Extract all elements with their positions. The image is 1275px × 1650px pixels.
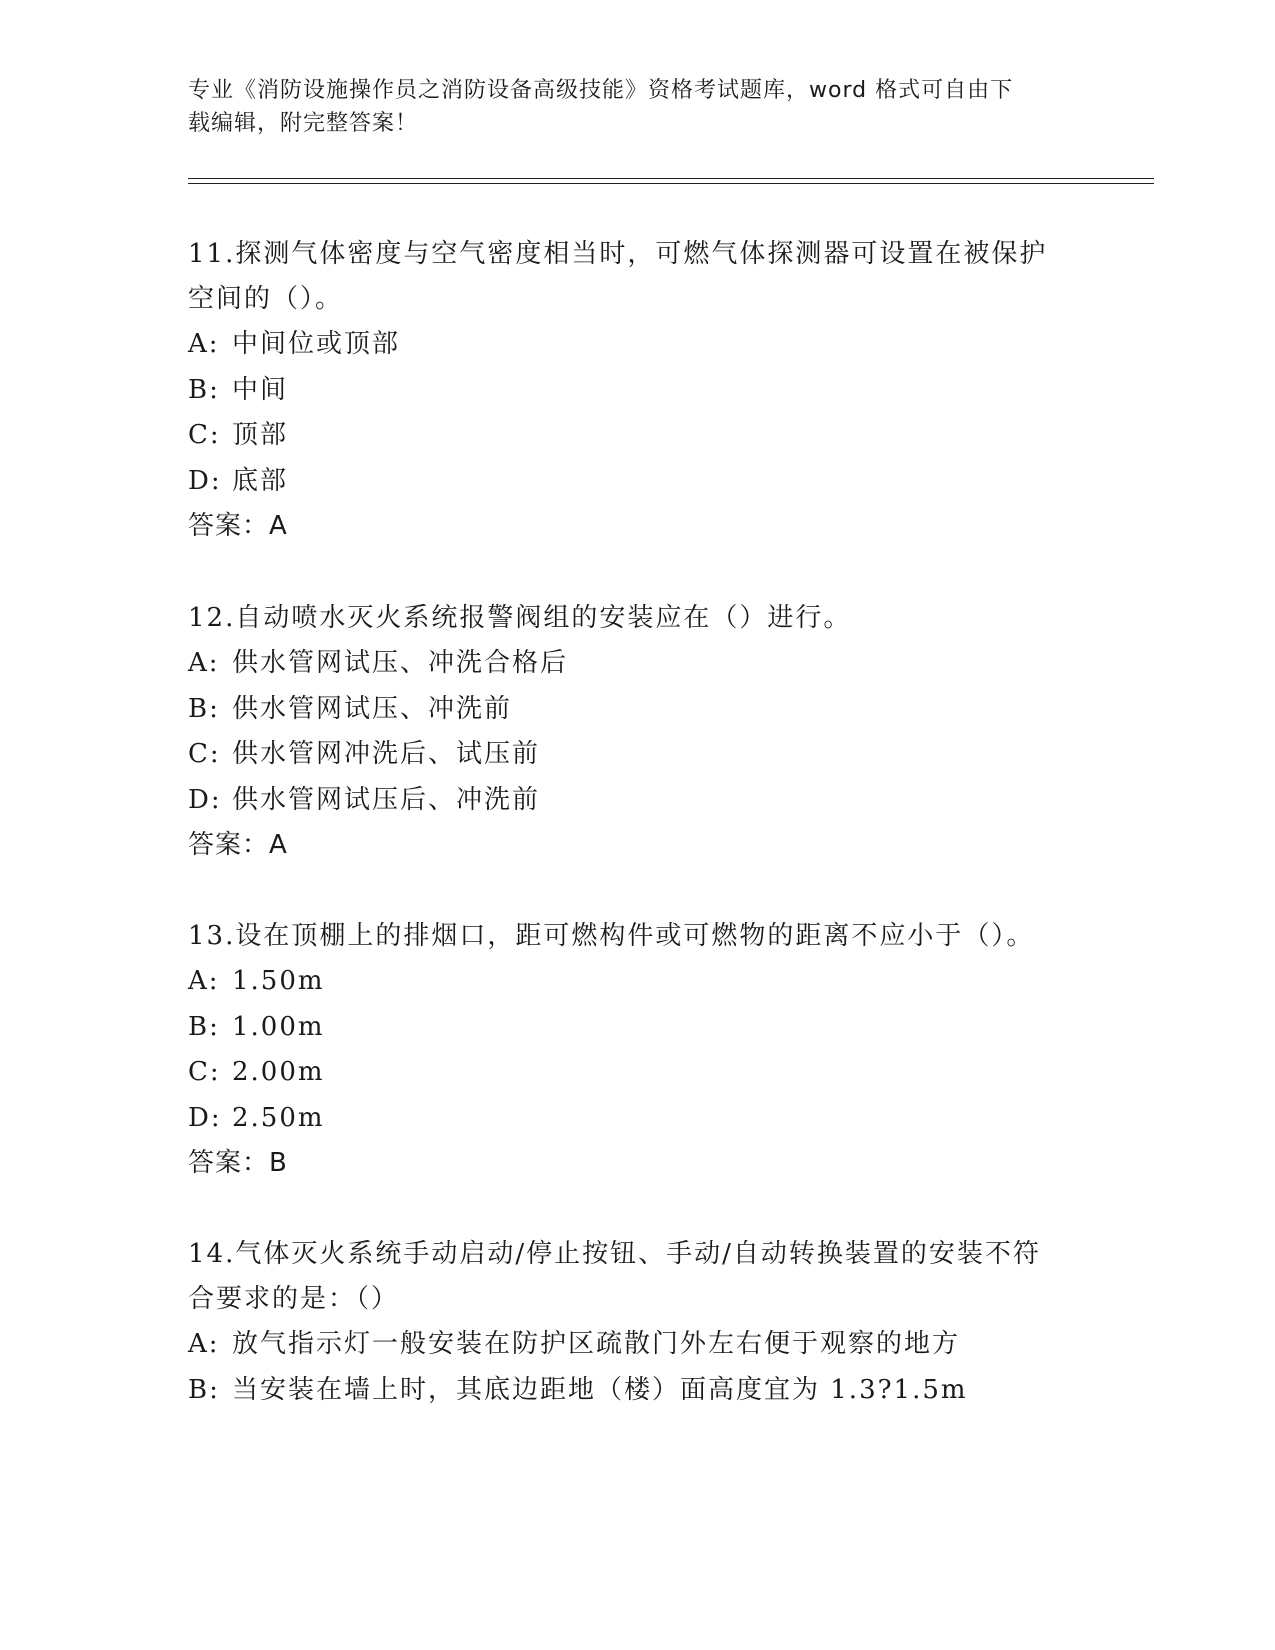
option-key: C: bbox=[188, 420, 221, 450]
question-stem-continued: 空间的（）。 bbox=[188, 284, 344, 314]
option-c bbox=[188, 1050, 1088, 1096]
option-text: 中间 bbox=[232, 374, 289, 405]
option-a bbox=[188, 322, 1088, 368]
question-stem: 14.气体灭火系统手动启动/停止按钮、手动/自动转换装置的安装不符 bbox=[188, 1239, 1041, 1269]
question-stem: 13.设在顶棚上的排烟口，距可燃构件或可燃物的距离不应小于（）。 bbox=[188, 921, 1035, 951]
option-text: 1.50m bbox=[232, 966, 325, 996]
header-intro-line-1: 专业《消防设施操作员之消防设备高级技能》资格考试题库，word 格式可自由下 bbox=[188, 78, 1014, 103]
option-key: A: bbox=[188, 1329, 220, 1359]
option-key: A: bbox=[188, 966, 220, 996]
option-key: D: bbox=[188, 465, 222, 496]
question-stem-continued: 合要求的是：（） bbox=[188, 1284, 400, 1314]
option-text: 放气指示灯一般安装在防护区疏散门外左右便于观察的地方 bbox=[232, 1329, 961, 1359]
question-14 bbox=[188, 1232, 1088, 1413]
option-key: B: bbox=[188, 374, 220, 405]
option-text: 1.00m bbox=[232, 1011, 325, 1042]
option-key: D: bbox=[188, 1102, 222, 1133]
question-11 bbox=[188, 232, 1088, 549]
option-b bbox=[188, 687, 1088, 733]
option-c bbox=[188, 732, 1088, 778]
option-b bbox=[188, 368, 1088, 414]
option-text: 供水管网冲洗后、试压前 bbox=[232, 739, 541, 769]
header-intro-line-2: 载编辑，附完整答案！ bbox=[188, 111, 419, 136]
answer-line: 答案：A bbox=[188, 830, 288, 860]
option-text: 2.00m bbox=[232, 1057, 325, 1087]
option-b bbox=[188, 1368, 1088, 1414]
option-text: 供水管网试压、冲洗合格后 bbox=[232, 648, 569, 678]
option-d bbox=[188, 778, 1088, 824]
header-divider-top bbox=[188, 178, 1154, 179]
option-a bbox=[188, 1322, 1088, 1368]
option-key: B: bbox=[188, 1374, 220, 1405]
option-text: 2.50m bbox=[232, 1102, 325, 1133]
question-12 bbox=[188, 596, 1088, 868]
option-key: A: bbox=[188, 648, 220, 678]
question-stem: 11.探测气体密度与空气密度相当时，可燃气体探测器可设置在被保护 bbox=[188, 239, 1048, 269]
option-key: B: bbox=[188, 693, 220, 724]
option-text: 当安装在墙上时，其底边距地（楼）面高度宜为 1.3?1.5m bbox=[232, 1374, 968, 1405]
option-b bbox=[188, 1005, 1088, 1051]
option-key: C: bbox=[188, 1057, 221, 1087]
answer-line: 答案：A bbox=[188, 511, 288, 541]
option-key: A: bbox=[188, 329, 220, 359]
option-d bbox=[188, 459, 1088, 505]
option-d bbox=[188, 1096, 1088, 1142]
document-header bbox=[188, 74, 1088, 140]
option-text: 供水管网试压后、冲洗前 bbox=[232, 784, 541, 815]
option-a bbox=[188, 959, 1088, 1005]
header-divider-bottom bbox=[188, 183, 1154, 184]
option-key: D: bbox=[188, 784, 222, 815]
question-stem: 12.自动喷水灭火系统报警阀组的安装应在（）进行。 bbox=[188, 603, 852, 633]
option-text: 供水管网试压、冲洗前 bbox=[232, 693, 513, 724]
option-key: B: bbox=[188, 1011, 220, 1042]
option-text: 底部 bbox=[232, 465, 289, 496]
option-key: C: bbox=[188, 739, 221, 769]
question-13 bbox=[188, 914, 1088, 1186]
option-a bbox=[188, 641, 1088, 687]
answer-line: 答案：B bbox=[188, 1148, 288, 1178]
option-text: 顶部 bbox=[232, 420, 289, 450]
option-text: 中间位或顶部 bbox=[232, 329, 401, 359]
option-c bbox=[188, 413, 1088, 459]
